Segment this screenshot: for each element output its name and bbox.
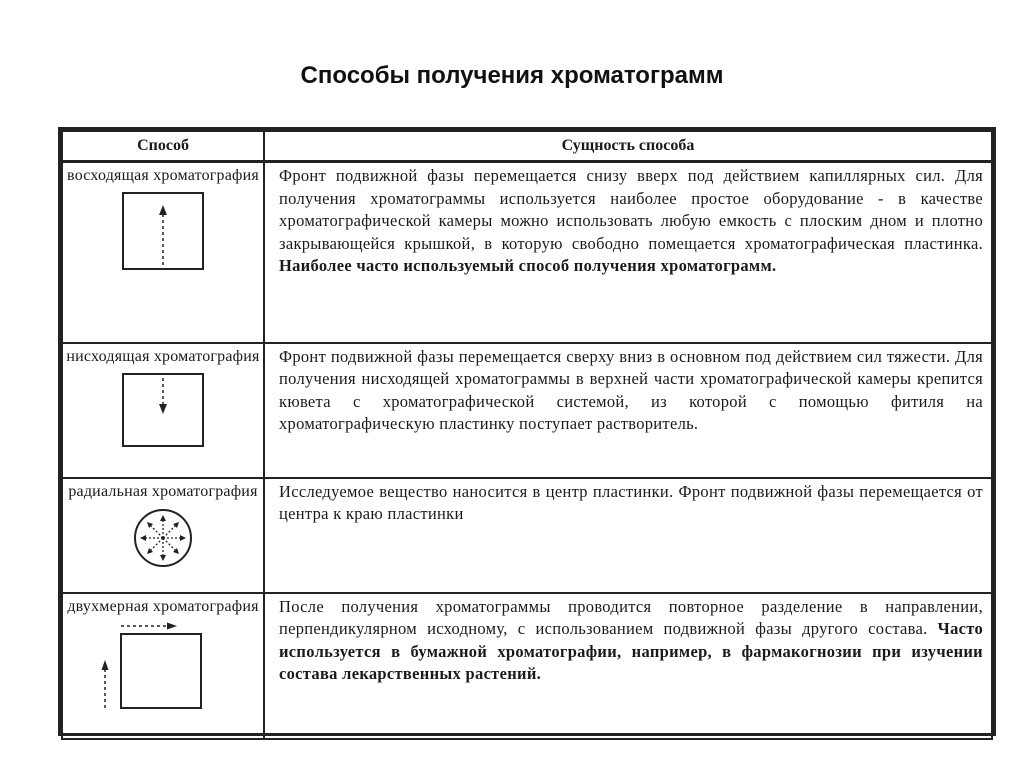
ascending-chromatography-icon (113, 191, 213, 273)
header-method: Способ (62, 131, 264, 162)
table-row (62, 593, 992, 739)
description-cell (264, 478, 992, 593)
method-name: двухмерная хроматография (67, 597, 259, 615)
description-text: Исследуемое вещество наносится в центр пластинки. Фронт подвижной фазы перемещается от центра к краю пластинки (279, 481, 983, 523)
description-cell (264, 162, 992, 343)
table-row (62, 343, 992, 478)
table-header-row (62, 131, 992, 162)
method-name: восходящая хроматография (67, 167, 259, 184)
method-name: радиальная хроматография (68, 482, 258, 500)
description-emphasis: Наиболее часто используемый способ получения хроматограмм. (279, 256, 777, 275)
two-dimensional-chromatography-icon (99, 622, 249, 712)
method-cell (62, 593, 264, 739)
radial-chromatography-icon (113, 507, 213, 569)
description-text: Фронт подвижной фазы перемещается снизу вверх под действием капиллярных сил. Для получения хроматограммы используется наиболее простое оборудование - в качестве хроматографической камеры можно использовать любую емкость с плоским дном и плотно закрывающейся крышкой, в которую свободно помещается хроматографическая пластинка. (279, 166, 983, 253)
method-name: нисходящая хроматография (66, 347, 260, 365)
method-cell (62, 478, 264, 593)
method-cell (62, 162, 264, 343)
header-description: Сущность способа (264, 131, 992, 162)
descending-chromatography-icon (113, 372, 213, 448)
description-text: После получения хроматограммы проводится повторное разделение в направлении, перпендикулярном исходному, с использованием подвижной фазы другого состава. (279, 596, 983, 638)
table-row (62, 162, 992, 343)
description-text: Фронт подвижной фазы перемещается сверху вниз в основном под действием сил тяжести. Для получения нисходящей хроматограммы в верхней части хроматографической камеры крепится кювета с хроматографической системой, из которой с помощью фитиля на хроматографическую пластинку поступает растворитель. (279, 346, 983, 433)
page-title: Способы получения хроматограмм (300, 62, 724, 89)
methods-table (58, 127, 996, 736)
table-row (62, 478, 992, 593)
method-cell (62, 343, 264, 478)
description-emphasis: Часто используется в бумажной хроматографии, например, в фармакогнозии при изучении состава лекарственных растений. (279, 619, 983, 683)
description-cell (264, 343, 992, 478)
description-cell (264, 593, 992, 739)
